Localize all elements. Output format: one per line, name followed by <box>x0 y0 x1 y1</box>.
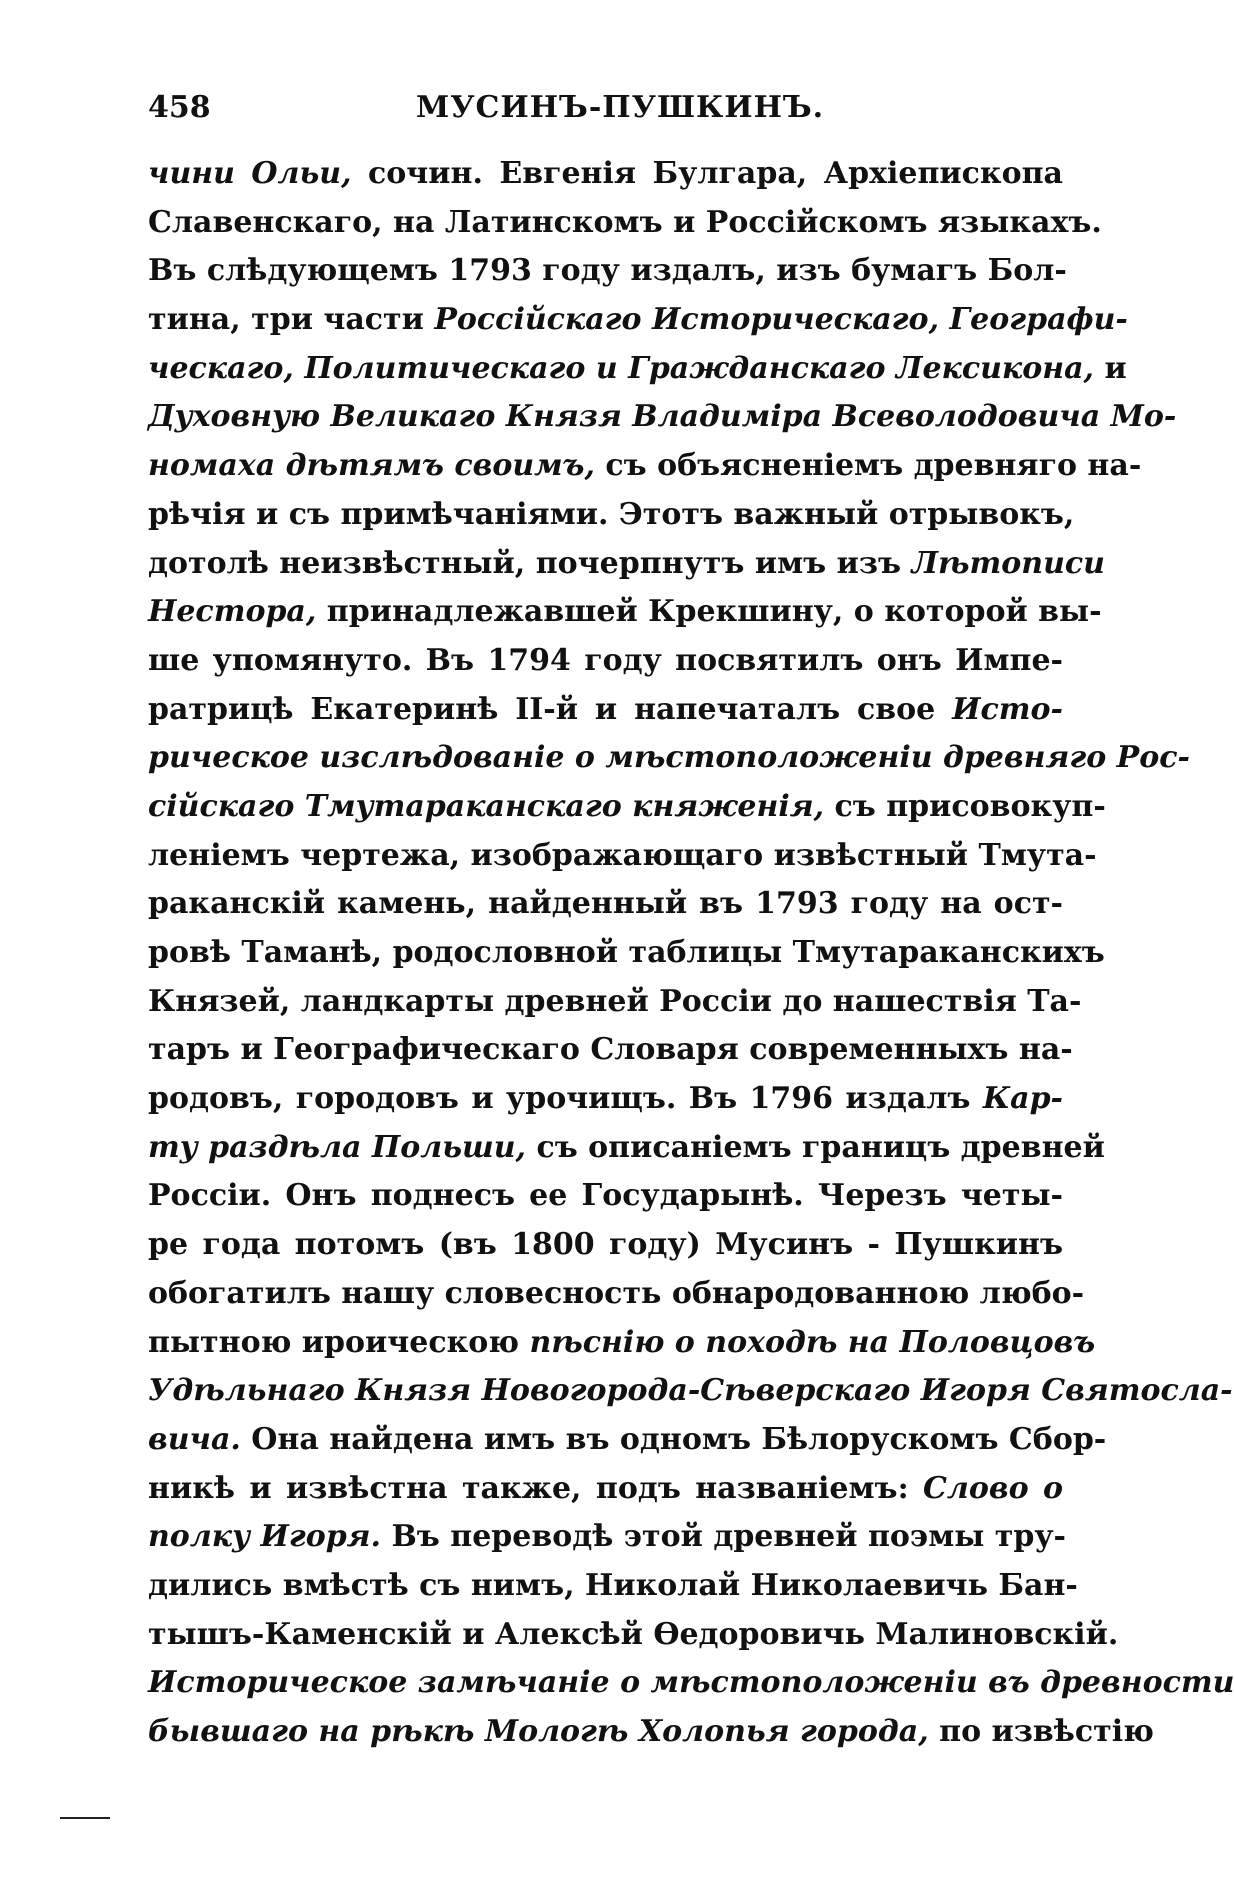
text-line <box>148 491 1075 540</box>
text-line <box>148 832 1097 881</box>
text-line <box>148 1465 1063 1514</box>
text-line <box>148 880 1063 929</box>
italic-run: рическое изслѣдованіе о мѣстоположеніи древняго Рос- <box>148 740 1190 776</box>
text-run: Въ слѣдующемъ 1793 году издалъ, изъ бумагъ Бол- <box>148 253 1067 289</box>
italic-run: ческаго, Политическаго и Гражданскаго Лексикона, <box>148 350 1105 386</box>
text-line <box>148 1124 1105 1173</box>
text-run: ре года потомъ (въ 1800 году) Мусинъ - Пушкинъ <box>148 1227 1063 1263</box>
italic-run: Лѣтописи <box>911 545 1105 581</box>
text-line <box>148 1416 1107 1465</box>
text-run: дились вмѣстѣ съ нимъ, Николай Николаевичь Бан- <box>148 1567 1078 1603</box>
text-run: раканскій камень, найденный въ 1793 году на ост- <box>148 886 1063 922</box>
text-line <box>148 1659 1234 1708</box>
text-run: леніемъ чертежа, изображающаго извѣстный Тмута- <box>148 837 1097 873</box>
text-line <box>148 1367 1233 1416</box>
footer-rule <box>60 1817 110 1819</box>
text-line <box>148 1026 1073 1075</box>
text-run: таръ и Географическаго Словаря современныхъ на- <box>148 1032 1073 1068</box>
italic-run: Духовную Великаго Князя Владиміра Всеволодовича Мо- <box>148 399 1177 435</box>
text-line <box>148 588 1102 637</box>
text-run: сочин. Евгенія Булгара, Архіепископа <box>368 156 1064 191</box>
text-run: обогатилъ нашу словесность обнародованною любо- <box>148 1275 1085 1311</box>
text-line <box>148 442 1142 491</box>
text-line <box>148 1562 1078 1611</box>
italic-run: Нестора, <box>148 594 327 630</box>
italic-run: чини Ольи, <box>148 156 369 191</box>
text-run: Въ переводѣ этой древней поэмы тру- <box>391 1519 1066 1555</box>
text-run: Она найдена имъ въ одномъ Бѣлорускомъ Сбор- <box>251 1421 1107 1457</box>
text-run: принадлежавшей Крекшину, о которой вы- <box>326 594 1102 630</box>
text-run: дотолѣ неизвѣстный, почерпнутъ имъ изъ <box>148 545 912 581</box>
italic-run: Удѣльнаго Князя Новогорода-Сѣверскаго Игоря Святосла- <box>148 1373 1233 1409</box>
text-line <box>148 540 1105 589</box>
italic-run: полку Игоря. <box>148 1519 392 1555</box>
text-line <box>148 978 1082 1027</box>
italic-run: Кар- <box>982 1081 1063 1117</box>
text-line <box>148 199 1102 248</box>
text-run: ровѣ Таманѣ, родословной таблицы Тмутараканскихъ <box>148 935 1105 970</box>
text-line <box>148 783 1106 832</box>
text-line <box>148 929 1105 978</box>
italic-run: пѣснію о походѣ на Половцовъ <box>529 1324 1096 1360</box>
text-run: родовъ, городовъ и урочищъ. Въ 1796 издалъ <box>148 1081 983 1117</box>
text-run: ратрицѣ Екатеринѣ II-й и напечаталъ свое <box>148 691 953 727</box>
text-run: рѣчія и съ примѣчаніями. Этотъ важный отрывокъ, <box>148 496 1075 532</box>
text-run: по извѣстію <box>939 1714 1154 1749</box>
italic-run: бывшаго на рѣкѣ Мологѣ Холопья города, <box>148 1714 940 1749</box>
text-line <box>148 296 1128 345</box>
text-line <box>148 393 1177 442</box>
text-line <box>148 247 1067 296</box>
italic-run: вича. <box>148 1421 252 1457</box>
text-run: пытною ироическою <box>148 1324 530 1360</box>
body-text <box>148 150 1234 1757</box>
running-title: МУСИНЪ-ПУШКИНЪ. <box>416 90 825 125</box>
text-run: Князей, ландкарты древней Россіи до нашествія Та- <box>148 983 1082 1019</box>
text-line <box>148 1611 1119 1660</box>
text-line <box>148 1172 1063 1221</box>
italic-run: Россійскаго Историческаго, Географи- <box>434 302 1128 338</box>
text-line <box>148 1708 1154 1757</box>
text-line <box>148 734 1190 783</box>
text-run: ше упомянуто. Въ 1794 году посвятилъ онъ Импе- <box>148 642 1063 678</box>
text-run: Россіи. Онъ поднесъ ее Государынѣ. Черезъ четы- <box>148 1178 1063 1214</box>
text-line <box>148 1319 1096 1368</box>
text-run: съ объясненіемъ древняго на- <box>605 448 1142 484</box>
text-run: съ описаніемъ границъ древней <box>536 1129 1105 1165</box>
text-line <box>148 1270 1085 1319</box>
text-line <box>148 686 1063 735</box>
page-number: 458 <box>148 90 211 125</box>
text-run: и <box>1104 350 1127 386</box>
page-header <box>148 88 998 128</box>
text-run: тина, три части <box>148 302 435 338</box>
text-line <box>148 1221 1063 1270</box>
text-run: Славенскаго, на Латинскомъ и Россійскомъ языкахъ. <box>148 204 1102 240</box>
text-line <box>148 150 1063 199</box>
italic-run: ту раздѣла Польши, <box>148 1129 537 1165</box>
text-line <box>148 345 1127 394</box>
text-run: тышъ-Каменскій и Алексѣй Өедоровичь Малиновскій. <box>148 1616 1119 1652</box>
italic-run: Слово о <box>923 1470 1063 1506</box>
italic-run: Исто- <box>952 691 1063 727</box>
italic-run: Историческое замѣчаніе о мѣстоположеніи въ древности <box>148 1665 1234 1701</box>
italic-run: номаха дѣтямъ своимъ, <box>148 448 606 484</box>
text-line <box>148 1075 1063 1124</box>
text-line <box>148 637 1063 686</box>
italic-run: сійскаго Тмутараканскаго княженія, <box>148 788 835 824</box>
text-run: никѣ и извѣстна также, подъ названіемъ: <box>148 1470 924 1506</box>
text-line <box>148 1513 1066 1562</box>
text-run: съ присовокуп- <box>834 788 1106 824</box>
